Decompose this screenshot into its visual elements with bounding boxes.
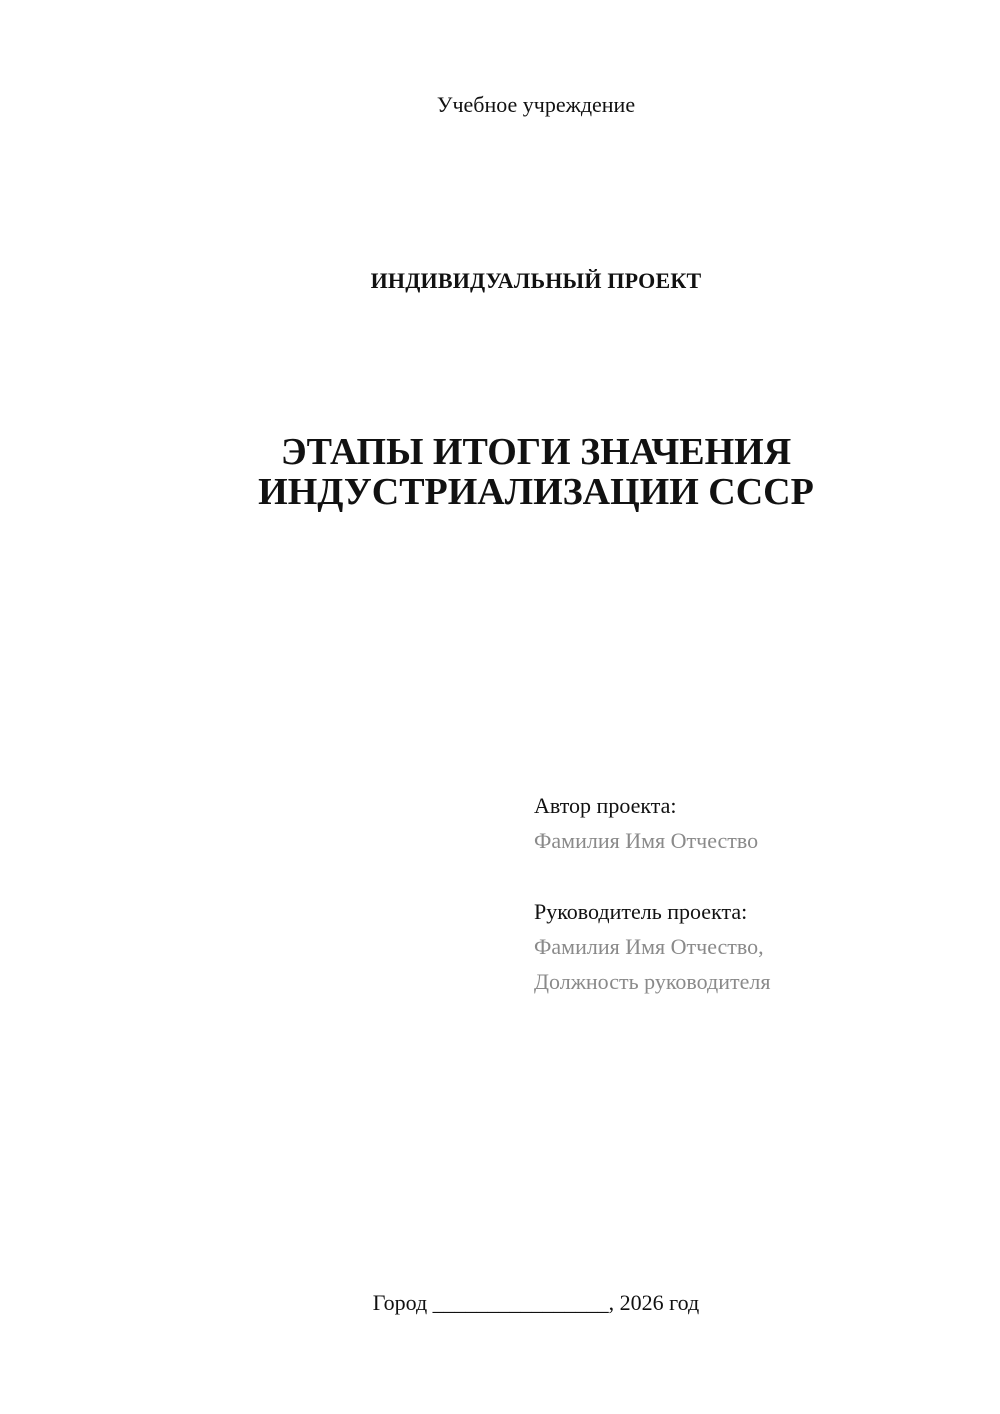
supervisor-name: Фамилия Имя Отчество, [534, 934, 764, 959]
document-type: ИНДИВИДУАЛЬНЫЙ ПРОЕКТ [370, 268, 702, 293]
supervisor-label: Руководитель проекта: [534, 899, 748, 924]
info-spacer [534, 858, 770, 894]
author-name: Фамилия Имя Отчество [534, 828, 759, 853]
institution-name: Учебное учреждение [436, 92, 636, 117]
project-title-line-1: ЭТАПЫ ИТОГИ ЗНАЧЕНИЯ [280, 431, 792, 473]
project-title [0, 432, 1000, 512]
author-label: Автор проекта: [534, 793, 677, 818]
project-title-line-2: ИНДУСТРИАЛИЗАЦИИ СССР [258, 471, 814, 513]
city-year-line: Город ________________, 2026 год [372, 1290, 700, 1315]
project-info-block [534, 788, 770, 999]
supervisor-position: Должность руководителя [534, 969, 771, 994]
